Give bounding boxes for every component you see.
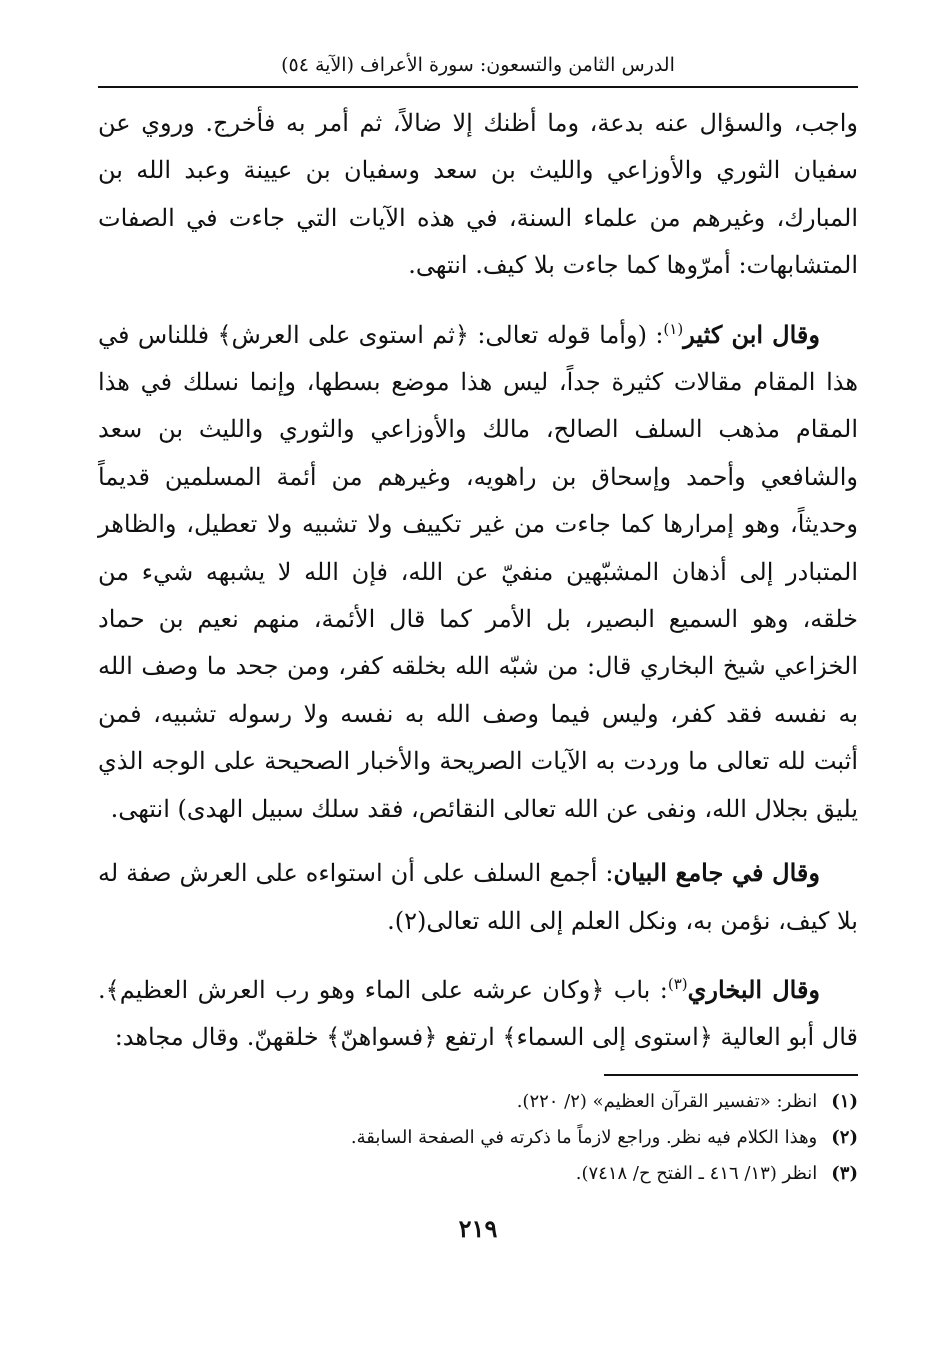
footnotes-separator	[604, 1074, 858, 1076]
paragraph-bukhari	[98, 961, 858, 1062]
footnote-item	[98, 1156, 858, 1192]
footnote-text: انظر (١٣/ ٤١٦ ـ الفتح ح/ ٧٤١٨).	[575, 1162, 818, 1184]
footnote-number: (٣)	[831, 1162, 858, 1184]
footnote-item	[98, 1120, 858, 1156]
paragraph-text: : باب ﴿وكان عرشه على الماء وهو رب العرش العظيم﴾. قال أبو العالية ﴿استوى إلى السماء﴾ ارتفع ﴿فسواهنّ﴾ خلقهنّ. وقال مجاهد:	[98, 975, 858, 1052]
footnotes	[98, 1084, 858, 1192]
main-text	[98, 100, 858, 1062]
footnote-text: انظر: «تفسير القرآن العظيم» (٢/ ٢٢٠).	[516, 1090, 818, 1112]
footnote-number: (١)	[831, 1090, 858, 1112]
paragraph-text: : (وأما قوله تعالى: ﴿ثم استوى على العرش﴾ فللناس في هذا المقام مقالات كثيرة جداً، ليس هذا موضع بسطها، وإنما نسلك في هذا المقام مذهب السلف الصالح، مالك والأوزاعي والثوري والليث بن سعد والشافعي وأحمد وإسحاق بن راهويه، وغيرهم من أئمة المسلمين قديماً وحديثاً، وهو إمرارها كما جاءت من غير تكييف ولا تشبيه ولا تعطيل، والظاهر المتبادر إلى أذهان المشبّهين منفيّ عن الله، فإن الله لا يشبهه شيء من خلقه، وهو السميع البصير، بل الأمر كما قال الأئمة، منهم نعيم بن حماد الخزاعي شيخ البخاري قال: من شبّه الله بخلقه كفر، ومن جحد ما وصف الله به نفسه فقد كفر، وليس فيما وصف الله به نفسه ولا رسوله تشبيه، فمن أثبت لله تعالى ما وردت به الآيات الصريحة والأخبار الصحيحة على الوجه الذي يليق بجلال الله، ونفى عن الله تعالى النقائص، فقد سلك سبيل الهدى) انتهى.	[98, 320, 858, 823]
paragraph-ibn-kathir	[98, 306, 858, 833]
paragraph-lead: وقال ابن كثير	[683, 319, 820, 349]
paragraph-lead: وقال في جامع البيان	[613, 858, 820, 888]
page-number: ٢١٩	[458, 1213, 498, 1243]
paragraph-lead: وقال البخاري	[687, 974, 821, 1004]
paragraph-continued	[98, 100, 858, 290]
paragraph-text: : أجمع السلف على أن استواءه على العرش صفة له بلا كيف، نؤمن به، ونكل العلم إلى الله تعالى(٢).	[98, 859, 858, 935]
footnote-item	[98, 1084, 858, 1120]
footnote-number: (٢)	[831, 1126, 858, 1148]
paragraph-jami-al-bayan	[98, 849, 858, 945]
book-page	[98, 52, 858, 1312]
footnote-ref[interactable]: (١)	[663, 319, 684, 338]
paragraph-text: واجب، والسؤال عنه بدعة، وما أظنك إلا ضالاً، ثم أمر به فأخرج. وروي عن سفيان الثوري والأوزاعي والليث بن سعد وسفيان بن عيينة وعبد الله بن المبارك، وغيرهم من علماء السنة، في هذه الآيات التي جاءت في الصفات المتشابهات: أمرّوها كما جاءت بلا كيف. انتهى.	[98, 109, 858, 280]
footnotes-separator-wrap	[98, 1062, 858, 1084]
footnote-text: وهذا الكلام فيه نظر. وراجع لازماً ما ذكرته في الصفحة السابقة.	[350, 1126, 818, 1148]
footnote-ref[interactable]: (٣)	[667, 974, 688, 993]
running-header: الدرس الثامن والتسعون: سورة الأعراف (الآية ٥٤)	[98, 52, 858, 88]
